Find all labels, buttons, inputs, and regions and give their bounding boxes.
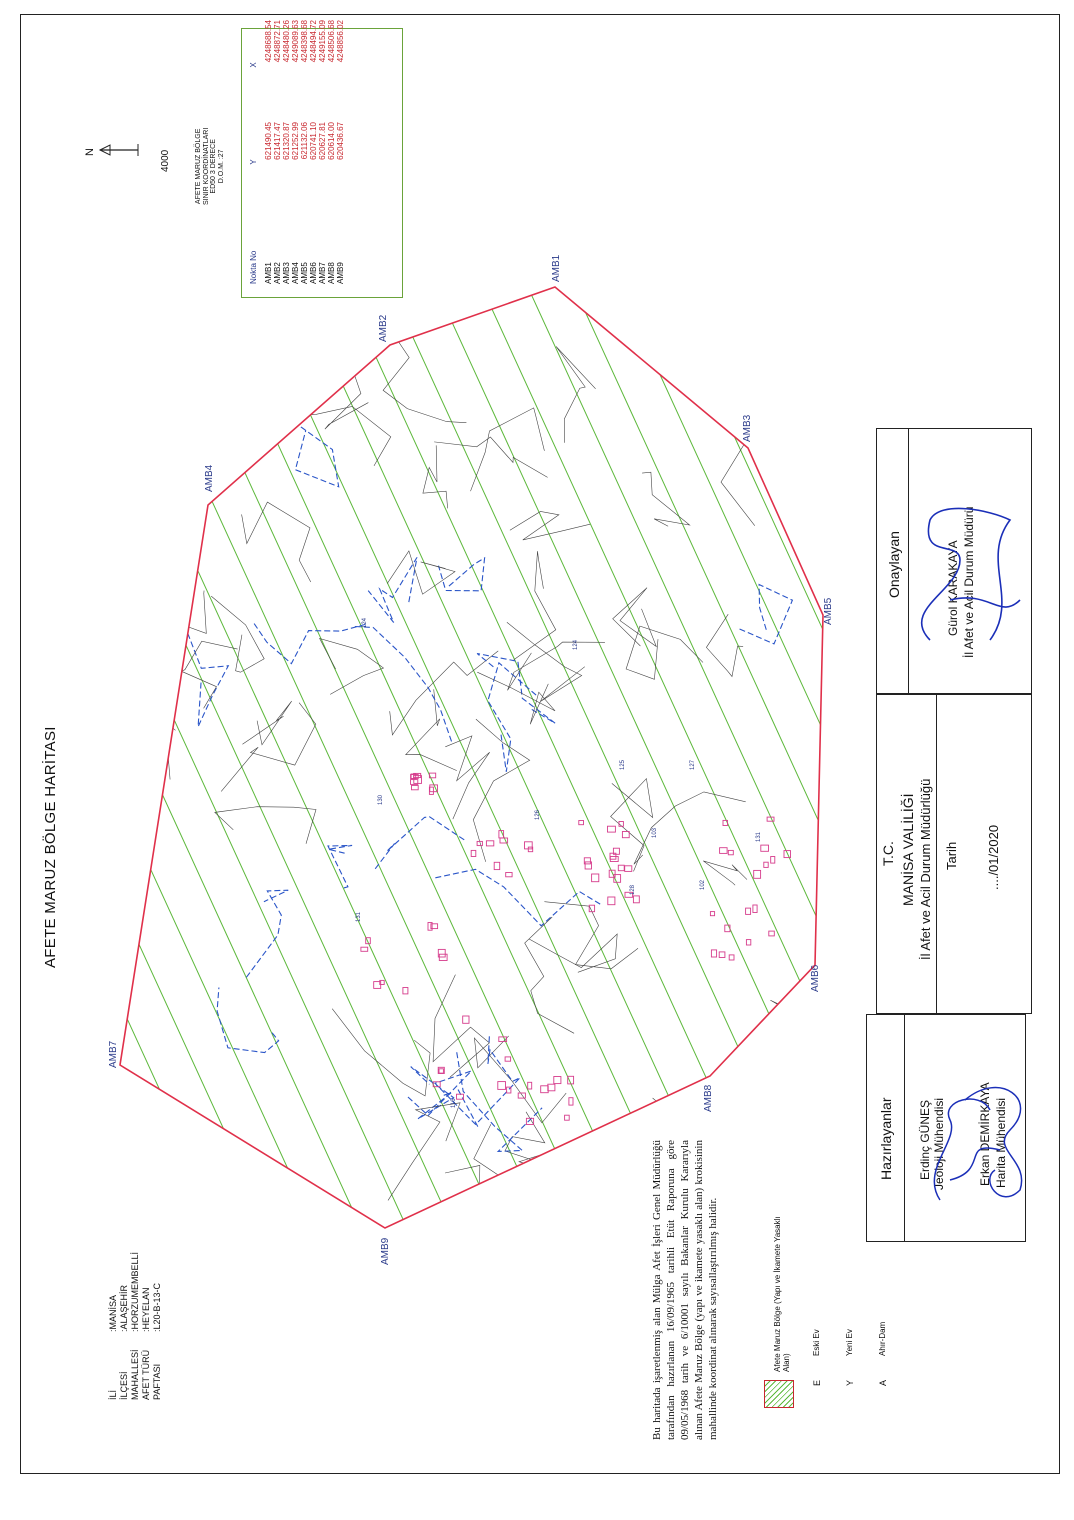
preparer2-title: Harita Mühendisi <box>994 1097 1008 1188</box>
coord-row <box>327 14 336 290</box>
point-label-amb5: AMB5 <box>823 597 834 625</box>
hatch-line <box>0 200 440 1300</box>
hatch-line <box>304 200 808 1300</box>
parcel-line <box>137 1160 184 1220</box>
date-value: ..../01/2020 <box>986 824 1001 890</box>
parcel-line <box>387 551 455 594</box>
coord-cell-x: 4249089.63 <box>291 20 300 63</box>
parcel-line <box>262 406 391 466</box>
org-line2: MANİSA VALİLİĞİ <box>900 793 916 906</box>
info-table <box>108 1246 163 1400</box>
parcel-line <box>134 681 177 779</box>
org-line1: T.C. <box>880 841 896 866</box>
coord-row <box>309 14 318 290</box>
hatch-line <box>1040 200 1074 1300</box>
legend-label-hazard: Afete Maruz Bölge (Yapı ve İkamete Yasaklı Alan) <box>773 1216 791 1372</box>
coord-cell-no: AMB5 <box>300 262 309 284</box>
road-line <box>217 988 279 1053</box>
coord-cell-y: 621417.47 <box>273 122 282 160</box>
point-label-amb8: AMB8 <box>703 1084 714 1112</box>
coord-cell-x: 4248506.68 <box>327 20 336 63</box>
info-label: İLİ <box>108 1389 118 1400</box>
building-footprint <box>518 1093 525 1098</box>
parcel-line <box>642 472 690 526</box>
hatch-line <box>0 200 210 1300</box>
info-label: MAHALLESİ <box>130 1349 140 1400</box>
coord-cell-no: AMB8 <box>327 262 336 284</box>
info-label: İLÇESİ <box>119 1371 129 1400</box>
parcel-label: 128 <box>630 884 636 895</box>
parcel-line <box>332 1009 430 1096</box>
building-footprint <box>403 988 408 994</box>
preparer1-title: Jeoloji Mühendisi <box>932 1097 946 1190</box>
coord-cell-x: 4248872.71 <box>273 20 282 63</box>
hatch-line <box>0 200 164 1300</box>
parcel-label: 131 <box>356 911 362 922</box>
parcel-line <box>474 1124 556 1180</box>
building-footprint <box>579 821 584 825</box>
coord-cell-no: AMB7 <box>318 262 327 284</box>
coord-row <box>291 14 300 290</box>
road-line <box>368 557 417 622</box>
road-line <box>411 1067 454 1119</box>
parcel-line <box>611 779 653 872</box>
coord-table-wrap <box>249 14 345 290</box>
parcel-line <box>423 445 448 508</box>
scale-label: 4000 <box>160 149 171 172</box>
coord-cell-no: AMB2 <box>273 262 282 284</box>
coord-cell-no: AMB3 <box>282 262 291 284</box>
road-line <box>246 890 288 977</box>
legend-symbol-y: Y <box>845 1379 855 1386</box>
building-footprint <box>728 850 733 854</box>
coord-cell-x: 4248480.26 <box>282 20 291 63</box>
building-footprint <box>764 862 768 867</box>
building-footprint <box>711 950 716 957</box>
legend-hatch-swatch <box>764 1380 794 1408</box>
coord-row <box>300 14 309 290</box>
point-label-amb9: AMB9 <box>380 1237 391 1265</box>
building-footprint <box>494 862 500 869</box>
coord-row <box>273 14 282 290</box>
parcel-line <box>529 934 617 972</box>
approver-name: Gürol KARAKAYA <box>946 540 960 636</box>
building-footprint <box>618 865 624 871</box>
preparer2-name: Erkan DEMİRKAYA <box>978 1082 992 1186</box>
parcel-line <box>379 313 466 423</box>
point-label-amb4: AMB4 <box>204 464 215 492</box>
parcel-line <box>634 792 746 864</box>
coord-header-x: X <box>249 62 258 68</box>
hatch-line <box>0 200 256 1300</box>
parcel-line <box>388 1103 460 1201</box>
coord-cell-y: 621132.06 <box>300 122 309 160</box>
building-footprint <box>548 1084 555 1091</box>
parcel-line <box>406 689 457 770</box>
coord-cell-no: AMB9 <box>336 262 345 284</box>
legend-label-ahir-dam: Ahır-Dam <box>878 1321 887 1356</box>
parcel-line <box>626 626 703 679</box>
north-label: N <box>84 148 96 156</box>
legend-label-eski-ev: Eski Ev <box>812 1329 821 1356</box>
coord-cell-y: 620627.81 <box>318 122 327 160</box>
building-footprint <box>608 897 615 905</box>
coord-cell-y: 620436.67 <box>336 122 345 160</box>
parcel-lines <box>100 313 840 1295</box>
hatch-line <box>258 200 762 1300</box>
legend-symbol-e: E <box>812 1379 822 1386</box>
building-footprint <box>463 1016 469 1023</box>
road-line <box>353 626 452 741</box>
parcel-label: 130 <box>378 794 384 805</box>
coord-cell-x: 4248494.72 <box>309 20 318 63</box>
preparers-label: Hazırlayanlar <box>878 1097 894 1180</box>
parcel-line <box>211 596 264 672</box>
hatch-line <box>0 200 394 1300</box>
parcel-label: 116 <box>451 1098 457 1108</box>
description-paragraph: Bu haritada işaretlenmiş alan Mülga Afet İşleri Genel Müdürlüğü tarafından hazırlanan 16/09/1965 tarihli Etüt Raporuna göre 09/05/1968 tarih ve 6/10001 sayılı Bakanlar Kurulu Kararıyla alınan Afete Maruz Bölge (yapı ve ikamete yasaklı alan) krokisinin mahallinde koordinat alınarak sayısallaştırılmış halidir. <box>651 1140 719 1440</box>
parcel-line <box>445 736 489 819</box>
coord-cell-x: 4249155.09 <box>318 20 327 63</box>
building-footprints <box>361 773 791 1124</box>
building-footprint <box>569 1098 573 1105</box>
info-block <box>108 1246 163 1400</box>
hatch-line <box>212 200 716 1300</box>
building-footprint <box>554 1077 561 1084</box>
building-footprint <box>754 870 761 878</box>
approver-label: Onaylayan <box>886 531 902 598</box>
building-footprint <box>719 952 725 958</box>
coord-row <box>282 14 291 290</box>
building-footprint <box>412 785 419 789</box>
building-footprint <box>622 832 629 838</box>
parcel-label: 124 <box>573 639 579 650</box>
parcel-line <box>100 573 206 634</box>
parcel-line <box>613 588 657 647</box>
building-footprint <box>761 845 769 851</box>
org-line3: İl Afet ve Acil Durum Müdürlüğü <box>918 778 933 960</box>
hatch-line <box>350 200 854 1300</box>
coord-header-no: Nokta No <box>249 250 258 284</box>
hatch-line <box>0 200 118 1300</box>
building-footprint <box>608 826 616 832</box>
hatch-line <box>120 200 624 1300</box>
coord-cell-y: 620741.10 <box>309 122 318 160</box>
coord-row <box>336 14 345 290</box>
approver-title: İl Afet ve Acil Durum Müdürü <box>962 506 976 658</box>
parcel-line <box>750 1000 841 1036</box>
info-value: :L20-B-13-C <box>152 1282 162 1332</box>
hatch-line <box>0 200 72 1300</box>
building-footprint <box>769 931 775 936</box>
coord-cell-no: AMB6 <box>309 262 318 284</box>
coord-cell-y: 621320.87 <box>282 122 291 160</box>
legend-symbol-a: A <box>878 1379 888 1386</box>
building-footprint <box>486 841 493 846</box>
hatch-line <box>0 200 486 1300</box>
info-value: :HORZUMEMBELLİ <box>130 1251 140 1332</box>
info-value: :ALAŞEHİR <box>119 1284 129 1332</box>
preparer1-name: Erdinç GÜNEŞ <box>918 1099 932 1180</box>
road-line <box>185 625 229 727</box>
coord-cell-no: AMB4 <box>291 262 300 284</box>
coord-row <box>318 14 327 290</box>
coord-header-y: Y <box>249 159 258 165</box>
parcel-line <box>390 651 499 735</box>
parcel-label: 127 <box>690 759 696 770</box>
parcel-line <box>215 807 316 844</box>
building-footprint <box>439 1069 443 1073</box>
point-label-amb1: AMB1 <box>551 254 562 282</box>
building-footprint <box>720 848 728 854</box>
coord-cell-no: AMB1 <box>264 262 273 284</box>
building-footprint <box>498 1082 506 1090</box>
info-value: :MANİSA <box>108 1294 118 1332</box>
point-label-amb2: AMB2 <box>378 314 389 342</box>
building-footprint <box>746 940 750 945</box>
coord-title: AFETE MARUZ BÖLGE SINIR KOORDİNATLARI ED50 3 DERECE D.O.M. :27 <box>195 127 225 205</box>
coord-row <box>264 14 273 290</box>
point-label-amb3: AMB3 <box>742 414 753 442</box>
road-line <box>439 558 485 591</box>
hatch-line <box>74 200 578 1300</box>
building-footprint <box>746 908 751 914</box>
parcel-label: 125 <box>620 759 626 770</box>
info-label: PAFTASI <box>152 1363 162 1400</box>
point-label-amb7: AMB7 <box>108 1040 119 1068</box>
parcel-label: 126 <box>535 809 541 820</box>
parcel-line <box>471 408 545 491</box>
building-footprint <box>589 905 594 912</box>
coord-cell-x: 4248398.68 <box>300 20 309 63</box>
info-value: :HEYELAN <box>141 1287 151 1332</box>
building-footprint <box>471 850 476 856</box>
parcel-label: 102 <box>700 879 706 890</box>
parcel-line <box>433 975 489 1078</box>
north-arrow-icon <box>100 144 138 156</box>
parcel-line <box>727 1028 769 1112</box>
road-line <box>740 585 793 644</box>
parcel-label: 103 <box>652 827 658 838</box>
parcel-line <box>181 641 237 708</box>
building-footprint <box>505 1057 511 1061</box>
parcel-line <box>514 551 556 660</box>
parcel-label: 124 <box>362 617 368 628</box>
date-label: Tarih <box>944 841 959 870</box>
coord-cell-x: 4248688.54 <box>264 20 273 63</box>
road-line <box>375 817 464 869</box>
parcel-line <box>445 1165 522 1294</box>
building-footprint <box>710 912 714 916</box>
building-footprint <box>361 947 368 951</box>
building-footprint <box>565 1115 570 1120</box>
parcel-line <box>703 861 747 885</box>
coord-cell-x: 4248856.02 <box>336 20 345 63</box>
parcel-line <box>221 703 316 792</box>
coord-table <box>249 14 345 290</box>
point-label-amb6: AMB6 <box>810 964 821 992</box>
hazard-zone-boundary <box>120 287 823 1228</box>
parcel-line <box>320 639 384 695</box>
legend-label-yeni-ev: Yeni Ev <box>845 1329 854 1356</box>
road-line <box>433 869 600 926</box>
building-footprint <box>528 1082 532 1089</box>
coord-cell-y: 621490.45 <box>264 122 273 160</box>
parcel-label: 131 <box>756 831 762 842</box>
info-label: AFET TÜRÜ <box>141 1349 151 1400</box>
building-footprint <box>753 905 757 913</box>
road-line <box>478 1036 520 1122</box>
parcel-line <box>181 351 287 424</box>
map-title: AFETE MARUZ BÖLGE HARİTASI <box>42 726 59 968</box>
coord-cell-y: 620614.00 <box>327 122 336 160</box>
building-footprint <box>633 896 639 903</box>
building-footprint <box>592 874 599 882</box>
building-footprint <box>506 873 512 877</box>
building-footprint <box>729 955 734 960</box>
hatch-line <box>166 200 670 1300</box>
building-footprint <box>771 857 775 864</box>
coord-cell-y: 621252.99 <box>291 122 300 160</box>
parcel-line <box>434 437 547 477</box>
hatch-line <box>28 200 532 1300</box>
building-footprint <box>625 866 632 872</box>
building-footprint <box>541 1086 549 1093</box>
